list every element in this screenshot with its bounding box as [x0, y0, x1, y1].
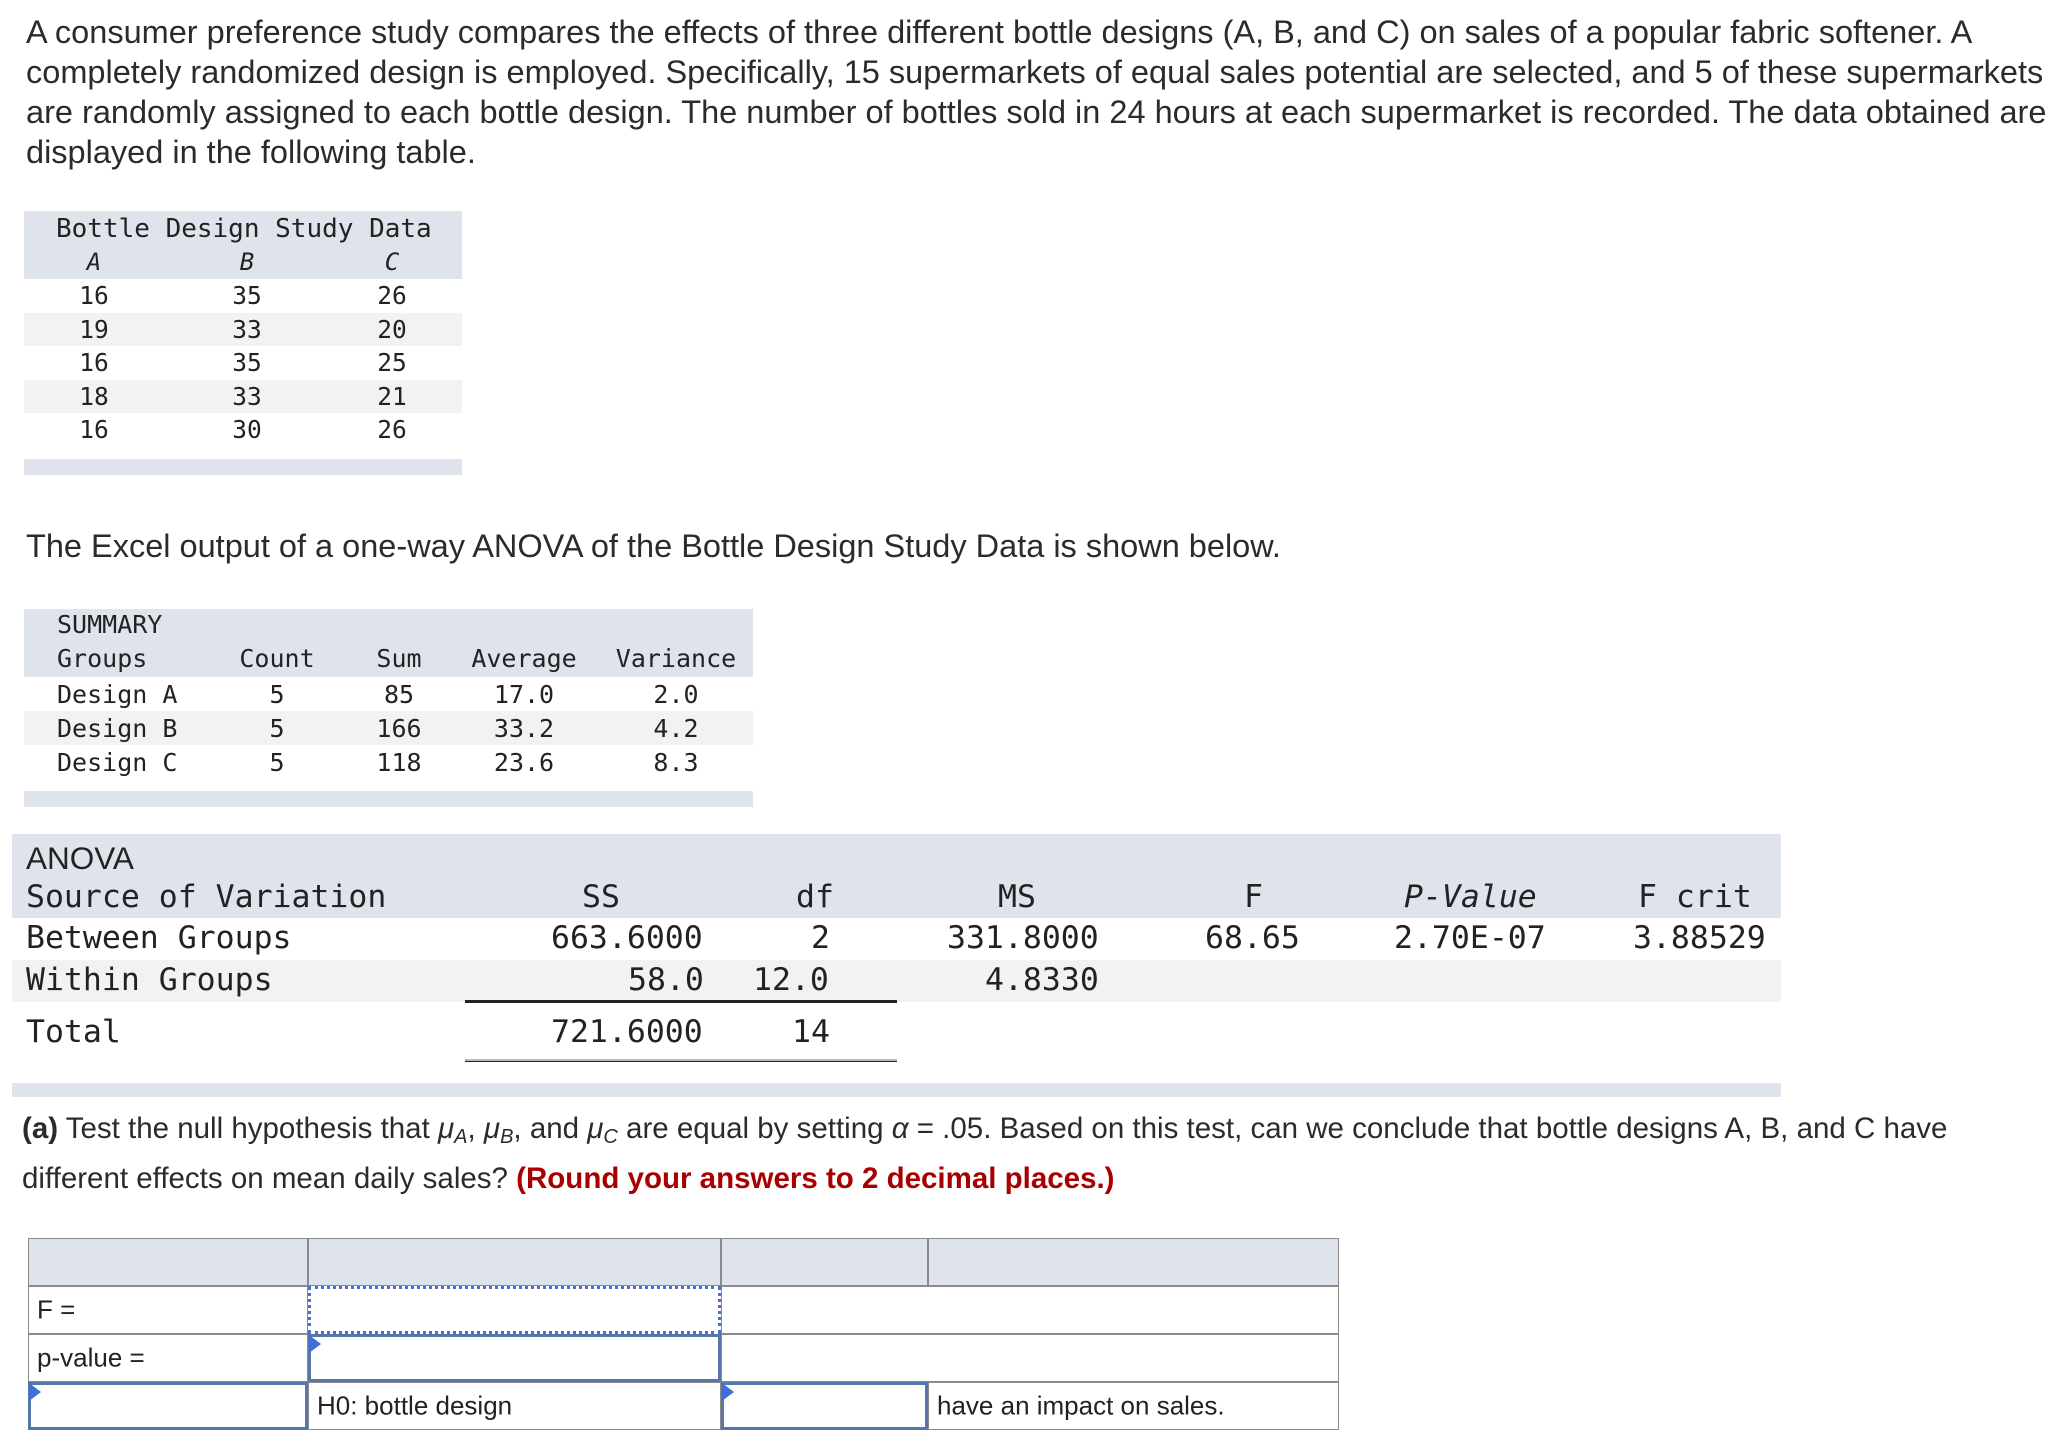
p-value-dropdown[interactable] [308, 1334, 721, 1382]
table-row [24, 313, 462, 347]
cell: Between Groups [26, 920, 292, 956]
impact-dropdown[interactable] [721, 1382, 928, 1430]
cell: 663.6000 [551, 920, 703, 956]
separator: , [467, 1112, 484, 1145]
col-header-fcrit: F crit [1638, 879, 1752, 915]
table-footer-bar [24, 791, 753, 807]
subscript-c: C [603, 1126, 618, 1148]
cell: Design C [57, 748, 178, 777]
dropdown-marker-icon [722, 1383, 734, 1401]
col-header-pvalue: P-Value [1404, 879, 1537, 915]
table-footer-bar [12, 1083, 1781, 1097]
cell: 23.6 [493, 748, 555, 777]
cell: 16 [79, 415, 109, 444]
cell: 35 [232, 281, 262, 310]
cell: 16 [79, 348, 109, 377]
anova-table [12, 834, 1781, 1060]
impact-label-cell [928, 1382, 1339, 1430]
cell: 2 [811, 920, 830, 956]
grid-header-cell [28, 1238, 308, 1286]
anova-intro-text: The Excel output of a one-way ANOVA of the Bottle Design Study Data is shown below. [26, 528, 1281, 564]
p-value-label: p-value = [37, 1342, 145, 1373]
grid-empty-cell [721, 1286, 1339, 1334]
cell: 5 [269, 748, 285, 777]
subscript-a: A [454, 1126, 468, 1148]
table-row [24, 346, 462, 380]
cell: 5 [269, 714, 285, 743]
question-text-1: Test the null hypothesis that [58, 1112, 438, 1145]
reject-decision-dropdown[interactable] [28, 1382, 308, 1430]
col-header-b: B [239, 248, 255, 276]
summary-title: SUMMARY [57, 610, 163, 639]
summary-table [24, 609, 753, 807]
cell: 118 [376, 748, 422, 777]
table-row [12, 960, 1781, 1002]
table-row [24, 279, 462, 313]
cell: 68.65 [1205, 920, 1300, 956]
table-row [24, 413, 462, 447]
col-header-df: df [796, 879, 834, 915]
col-header-sum: Sum [376, 644, 422, 673]
cell: 18 [79, 381, 109, 411]
cell: 16 [79, 281, 109, 310]
col-header-groups: Groups [57, 644, 148, 673]
cell: 20 [377, 314, 407, 344]
total-double-rule-inner [465, 1061, 897, 1062]
cell: 17.0 [493, 680, 555, 709]
col-header-ss: SS [582, 879, 620, 915]
grid-header-cell [928, 1238, 1339, 1286]
cell: 26 [377, 281, 407, 310]
grid-header-cell [721, 1238, 928, 1286]
table-row [12, 918, 1781, 960]
cell: 33 [232, 381, 262, 411]
cell: 2.0 [653, 680, 699, 709]
cell: 85 [383, 680, 415, 709]
anova-header [12, 834, 1781, 918]
cell: 8.3 [653, 748, 699, 777]
col-header-count: Count [239, 644, 315, 673]
cell: 4.2 [653, 714, 699, 743]
cell: 12.0 [753, 962, 829, 998]
cell: 2.70E-07 [1394, 920, 1546, 956]
f-value-input[interactable] [308, 1286, 721, 1334]
table-row [24, 677, 753, 711]
cell: Design B [57, 714, 178, 743]
question-a [22, 1108, 2052, 1199]
col-header-source: Source of Variation [26, 879, 387, 915]
cell: 30 [232, 415, 262, 444]
p-value-label-cell [28, 1334, 308, 1382]
alpha-symbol: α [891, 1112, 909, 1145]
cell: Within Groups [26, 962, 273, 998]
col-header-f: F [1244, 879, 1263, 915]
h0-label: H0: bottle design [317, 1390, 513, 1421]
separator: , and [513, 1112, 588, 1145]
h0-label-cell [308, 1382, 721, 1430]
cell: 25 [377, 348, 407, 377]
question-text-3: = .05. Based on this test, can we conclude that bottle designs A, B, and C have different effects on mean daily sales? [22, 1112, 1948, 1195]
subtotal-rule [465, 1000, 897, 1003]
mu-symbol: μ [437, 1112, 455, 1145]
answer-grid [28, 1238, 1339, 1430]
dropdown-marker-icon [309, 1335, 321, 1353]
bottle-table-title: Bottle Design Study Data [56, 214, 432, 244]
cell: Total [26, 1014, 121, 1050]
problem-intro: A consumer preference study compares the effects of three different bottle designs (A, B, and C) on sales of a popular fabric softener. A completely randomized design is employed. Specifically, 15 supermarkets of equal sales potential are selected, and 5 of these supermarkets are randomly assigned to each bottle design. The number of bottles sold in 24 hours at each supermarket is recorded. The data obtained are displayed in the following table. [26, 14, 2047, 170]
summary-header [24, 609, 753, 677]
dropdown-marker-icon [29, 1383, 41, 1401]
cell: Design A [57, 680, 178, 709]
cell: 26 [377, 415, 407, 444]
subscript-b: B [500, 1126, 514, 1148]
impact-label: have an impact on sales. [937, 1390, 1225, 1421]
cell: 14 [792, 1014, 830, 1050]
cell: 166 [376, 714, 422, 743]
cell: 3.88529 [1633, 920, 1766, 956]
col-header-variance: Variance [615, 644, 737, 673]
mu-symbol: μ [587, 1112, 604, 1145]
bottle-data-table [24, 211, 462, 475]
cell: 4.8330 [985, 962, 1099, 998]
f-label: F = [37, 1294, 76, 1325]
bottle-table-header [24, 211, 462, 279]
col-header-ms: MS [998, 879, 1036, 915]
cell: 19 [79, 314, 109, 344]
grid-empty-cell [721, 1334, 1339, 1382]
cell: 21 [377, 381, 407, 411]
grid-header-cell [308, 1238, 721, 1286]
cell: 35 [232, 348, 262, 377]
anova-title: ANOVA [26, 840, 134, 876]
f-label-cell [28, 1286, 308, 1334]
table-row [24, 745, 753, 779]
col-header-average: Average [471, 644, 577, 673]
question-label: (a) [22, 1112, 59, 1145]
table-row [24, 380, 462, 414]
mu-symbol: μ [483, 1112, 501, 1145]
table-footer-bar [24, 459, 462, 475]
cell: 58.0 [628, 962, 704, 998]
question-text-2: are equal by setting [617, 1112, 892, 1145]
table-row [12, 1002, 1781, 1060]
cell: 721.6000 [551, 1014, 703, 1050]
cell: 5 [269, 680, 285, 709]
col-header-a: A [86, 248, 102, 276]
cell: 33.2 [493, 714, 555, 743]
cell: 331.8000 [947, 920, 1099, 956]
cell: 33 [232, 314, 262, 344]
col-header-c: C [384, 248, 400, 276]
rounding-note: (Round your answers to 2 decimal places.) [516, 1162, 1115, 1195]
table-row [24, 711, 753, 745]
